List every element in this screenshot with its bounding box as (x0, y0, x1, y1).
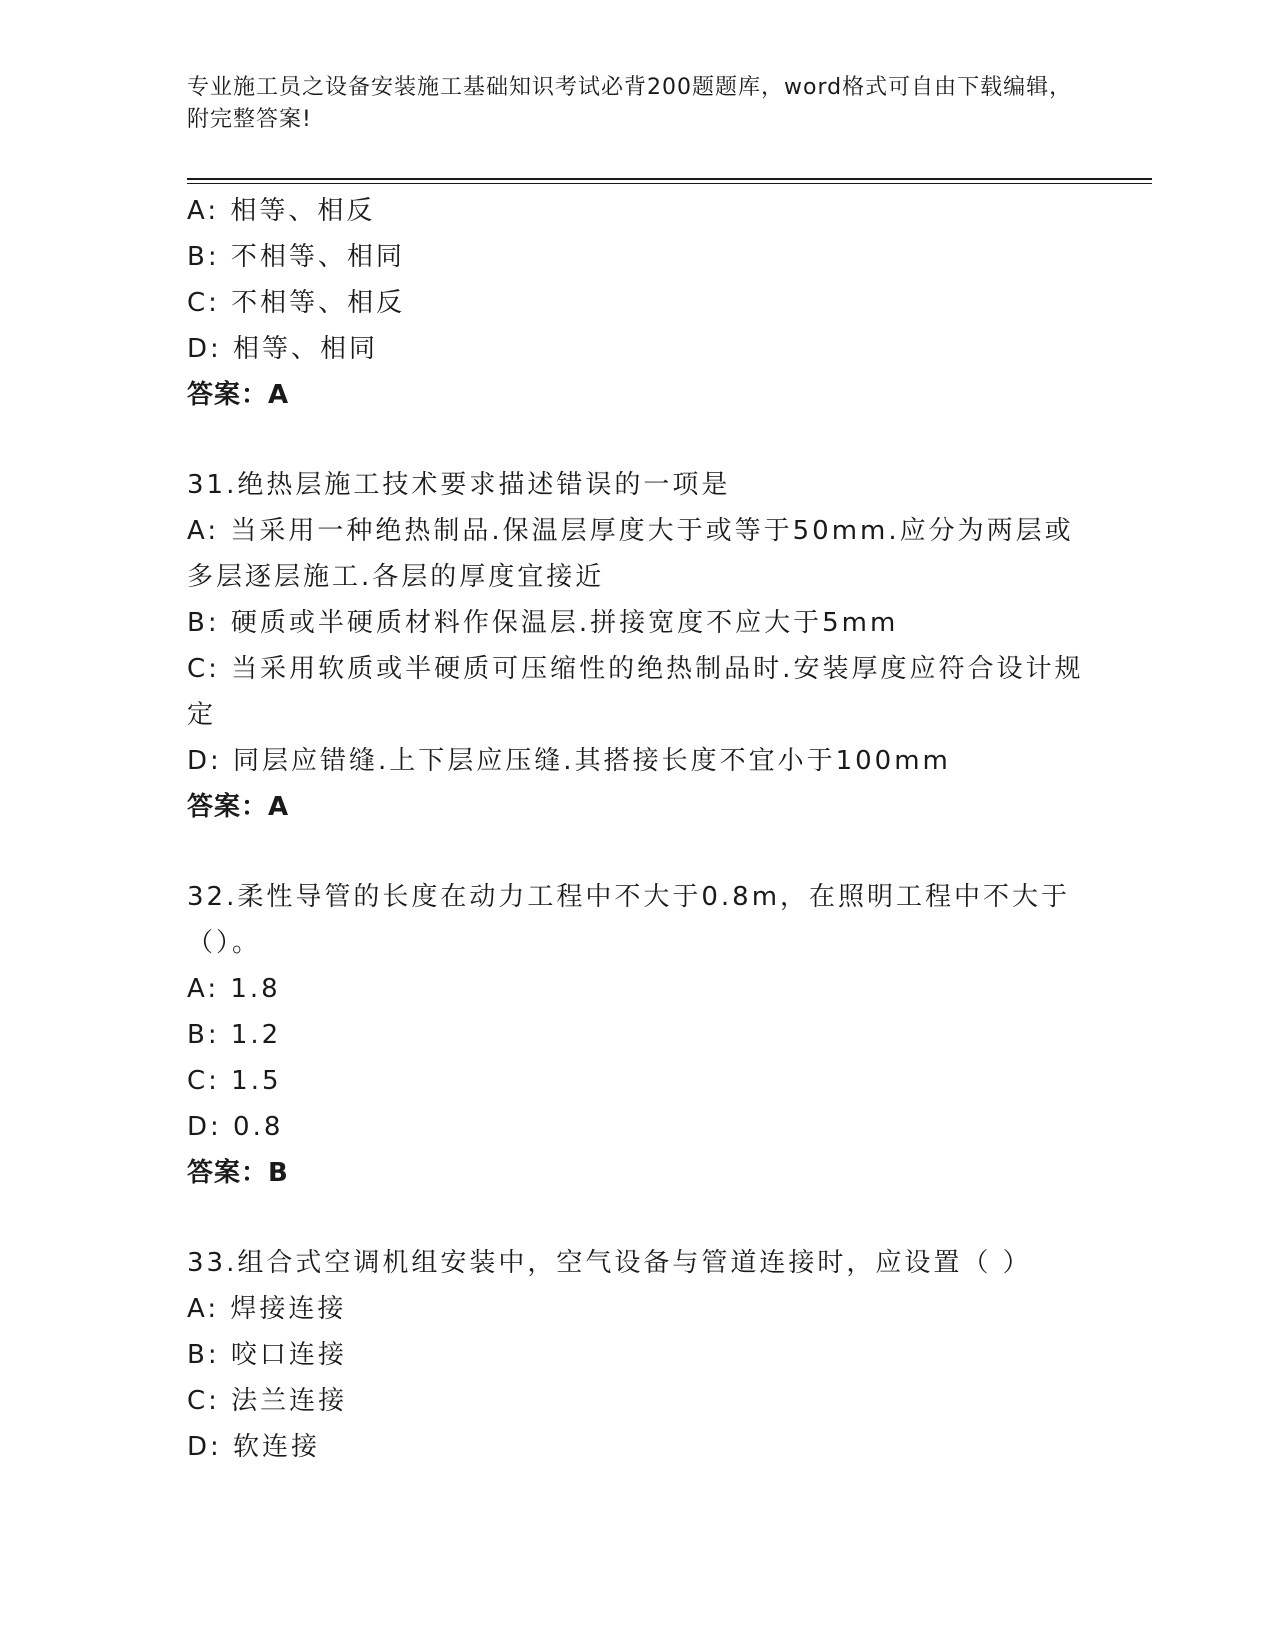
option-b: B: 咬口连接 (187, 1340, 347, 1370)
question-text: 33.组合式空调机组安装中，空气设备与管道连接时，应设置（ ） (187, 1248, 1032, 1278)
option-d: D: 0.8 (187, 1112, 284, 1142)
option-c: C: 当采用软质或半硬质可压缩性的绝热制品时.安装厚度应符合设计规定 (187, 654, 1084, 730)
question-text: 31.绝热层施工技术要求描述错误的一项是 (187, 470, 731, 500)
option-a: A: 焊接连接 (187, 1294, 347, 1324)
question-list (187, 188, 1087, 1470)
answer: 答案：A (187, 380, 290, 410)
option-b: B: 不相等、相同 (187, 242, 405, 272)
answer: 答案：B (187, 1158, 289, 1188)
option-d: D: 同层应错缝.上下层应压缝.其搭接长度不宜小于100mm (187, 746, 951, 776)
option-d: D: 软连接 (187, 1432, 321, 1462)
option-a: A: 当采用一种绝热制品.保温层厚度大于或等于50mm.应分为两层或多层逐层施工.各层的厚度宜接近 (187, 516, 1074, 592)
option-c: C: 法兰连接 (187, 1386, 348, 1416)
question-text: 32.柔性导管的长度在动力工程中不大于0.8m，在照明工程中不大于（）。 (187, 882, 1071, 958)
question-32 (187, 874, 1087, 1196)
option-a: A: 1.8 (187, 974, 281, 1004)
divider-line-thick (187, 178, 1152, 180)
option-a: A: 相等、相反 (187, 196, 376, 226)
document-header (187, 72, 1087, 136)
option-b: B: 1.2 (187, 1020, 282, 1050)
question-33 (187, 1240, 1087, 1470)
option-c: C: 不相等、相反 (187, 288, 406, 318)
header-title: 专业施工员之设备安装施工基础知识考试必背200题题库，word格式可自由下载编辑，附完整答案! (187, 75, 1073, 132)
option-d: D: 相等、相同 (187, 334, 379, 364)
option-c: C: 1.5 (187, 1066, 282, 1096)
answer: 答案：A (187, 792, 290, 822)
divider-line-thin (187, 183, 1152, 184)
option-b: B: 硬质或半硬质材料作保温层.拼接宽度不应大于5mm (187, 608, 899, 638)
question-30 (187, 188, 1087, 418)
question-31 (187, 462, 1087, 830)
header-divider (187, 178, 1152, 184)
